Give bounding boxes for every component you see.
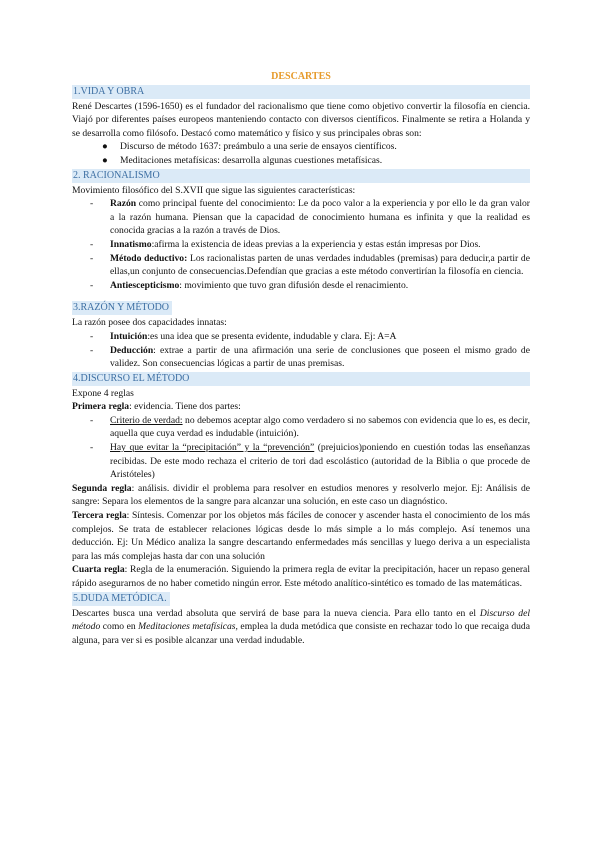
document-title: DESCARTES bbox=[271, 71, 331, 82]
section-heading-discurso-metodo: 4.DISCURSO EL MÉTODO bbox=[72, 372, 530, 386]
section-heading-duda-metodica: 5.DUDA METÓDICA. bbox=[72, 592, 170, 606]
bullet-icon: ● bbox=[102, 141, 108, 153]
paragraph-cuarta-regla: Cuarta regla: Regla de la enumeración. Siguiendo la primera regla de evitar la precipitación, hacer un repaso general rápido asegurarnos de no haber cometido ningún error. Este método analítico-sintético es tomado de las matemáticas. bbox=[72, 564, 530, 589]
capacities-list bbox=[72, 330, 530, 371]
paragraph-expone: Expone 4 reglas bbox=[72, 387, 134, 399]
list-item: - Antiescepticismo: movimiento que tuvo gran difusión desde el renacimiento. bbox=[90, 279, 409, 291]
list-item: - Hay que evitar la “precipitación” y la “prevención” (prejuicios)poniendo en cuestión todas las enseñanzas recibidas. De este modo rechaza el criterio de tori dad escolástico (autoridad de la Biblia o que procede de Aristóteles) bbox=[90, 442, 530, 481]
list-item: ● Meditaciones metafísicas: desarrolla algunas cuestiones metafísicas. bbox=[102, 154, 383, 166]
paragraph-duda-metodica: Descartes busca una verdad absoluta que servirá de base para la nueva ciencia. Para ello tanto en el Discurso del método como en Meditaciones metafísicas, emplea la duda metódica que consiste en rechazar todo lo que recaiga duda alguna, para ver si es posible alcanzar una verdad indudable. bbox=[72, 607, 531, 646]
term: Innatismo bbox=[110, 238, 152, 250]
list-item: - Innatismo:afirma la existencia de ideas previas a la experiencia y estas están impresas por Dios. bbox=[90, 238, 481, 250]
term: Intuición bbox=[110, 330, 148, 342]
section-heading-razon-metodo: 3.RAZÓN Y MÉTODO bbox=[72, 301, 172, 315]
paragraph-racionalismo: Movimiento filosófico del S.XVII que sigue las siguientes características: bbox=[72, 184, 356, 196]
document-page bbox=[72, 70, 530, 647]
list-item: - Deducción: extrae a partir de una afirmación una serie de conclusiones que poseen el mismo grado de validez. Son consecuencias lógicas a partir de unas premisas. bbox=[90, 344, 530, 370]
list-item: - Criterio de verdad: no debemos aceptar algo como verdadero si no sabemos con evidencia que lo es, es decir, aquella que cuya verdad es indudable (intuición). bbox=[90, 414, 530, 440]
section-heading-racionalismo: 2. RACIONALISMO bbox=[72, 169, 530, 183]
list-item: - Razón como principal fuente del conocimiento: Le da poco valor a la experiencia y por ello le da gran valor a la razón humana. Piensan que la capacidad de conocimiento humana es infinita y que la realidad es conocida gracias a la razón a través de Dios. bbox=[90, 198, 530, 237]
paragraph-primera-regla: Primera regla: evidencia. Tiene dos partes: bbox=[72, 401, 241, 413]
rule-one-list bbox=[72, 414, 530, 482]
list-item: - Intuición:es una idea que se presenta evidente, indudable y clara. Ej: A=A bbox=[90, 330, 397, 342]
term: Antiescepticismo bbox=[110, 279, 180, 291]
characteristics-list bbox=[72, 197, 530, 292]
works-list bbox=[72, 140, 530, 167]
term: Razón bbox=[110, 198, 137, 210]
term: Hay que evitar la “precipitación” y la “prevención” bbox=[110, 442, 315, 454]
paragraph-segunda-regla: Segunda regla: análisis. dividir el problema para resolver en estudios menores y resolverlo mejor. Ej: Análisis de sangre: Separa los elementos de la sangre para alcanzar una solución, en este caso un diagnóstico. bbox=[72, 482, 530, 508]
bullet-icon: ● bbox=[102, 154, 108, 166]
term: Criterio de verdad: bbox=[110, 414, 183, 426]
term: Método deductivo: bbox=[110, 252, 188, 264]
list-item: - Método deductivo: Los racionalistas parten de unas verdades indudables (premisas) para deducir,a partir de ellas,un conjunto de consecuencias.Defendían que gracias a este método convertirían la filosofía en ciencia. bbox=[90, 252, 530, 278]
paragraph-vida-obra: René Descartes (1596-1650) es el fundador del racionalismo que tiene como objetivo convertir la filosofía en ciencia. Viajó por diferentes países europeos manteniendo contacto con diversos científicos. Finalmente se retira a Holanda y se desarrolla como filósofo. Destacó como matemático y físico y sus principales obras son: bbox=[72, 100, 530, 139]
term: Deducción bbox=[110, 344, 154, 356]
paragraph-razon-metodo: La razón posee dos capacidades innatas: bbox=[72, 317, 227, 329]
list-item: ● Discurso de método 1637: preámbulo a una serie de ensayos científicos. bbox=[102, 141, 397, 153]
paragraph-tercera-regla: Tercera regla: Síntesis. Comenzar por los objetos más fáciles de conocer y ascender hasta el conocimiento de los más complejos. Se trata de establecer relaciones lógicas desde lo más simple a lo más complejo. Así tenemos una deducción. Ej: Un Médico analiza la sangre descartando enfermedades más sencillas y luego deriva a un especialista para las más complejas hasta dar con una solución bbox=[72, 510, 530, 562]
section-heading-vida-obra: 1.VIDA Y OBRA bbox=[72, 85, 530, 99]
